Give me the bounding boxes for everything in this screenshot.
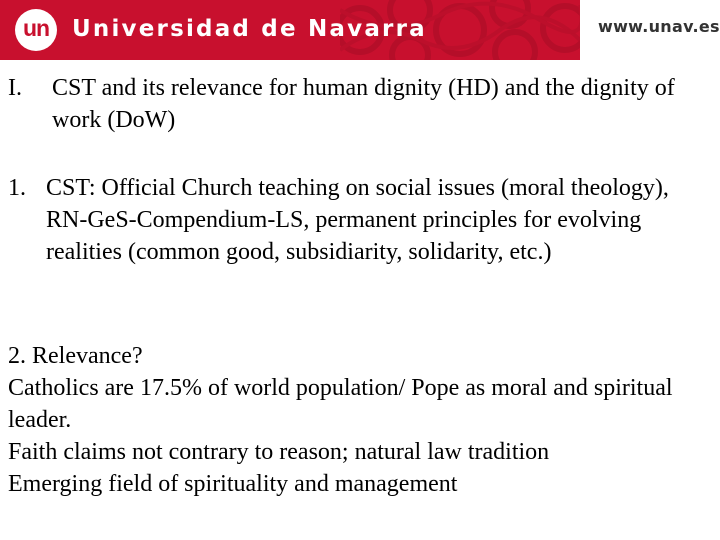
body-line: Catholics are 17.5% of world population/ Pope as moral and spiritual leader. xyxy=(8,375,673,433)
body-line: Emerging field of spirituality and management xyxy=(8,471,458,497)
numbered-point-1 xyxy=(8,172,688,268)
section-heading-roman xyxy=(8,72,698,136)
point-marker: 1. xyxy=(8,175,26,201)
body-paragraphs xyxy=(8,340,708,500)
header-banner xyxy=(0,0,580,60)
logo xyxy=(15,9,57,51)
institution-name: Universidad de Navarra xyxy=(72,16,427,42)
body-line: 2. Relevance? xyxy=(8,343,143,369)
section-text: CST and its relevance for human dignity (HD) and the dignity of work (DoW) xyxy=(52,75,675,133)
section-marker: I. xyxy=(8,75,22,101)
website-url: www.unav.es xyxy=(598,17,720,36)
slide-header xyxy=(0,0,720,60)
logo-text: un xyxy=(22,15,50,41)
point-text: CST: Official Church teaching on social issues (moral theology), RN-GeS-Compendium-LS, permanent principles for evolving realities (common good, subsidiarity, solidarity, etc.) xyxy=(46,175,669,265)
body-line: Faith claims not contrary to reason; natural law tradition xyxy=(8,439,550,465)
